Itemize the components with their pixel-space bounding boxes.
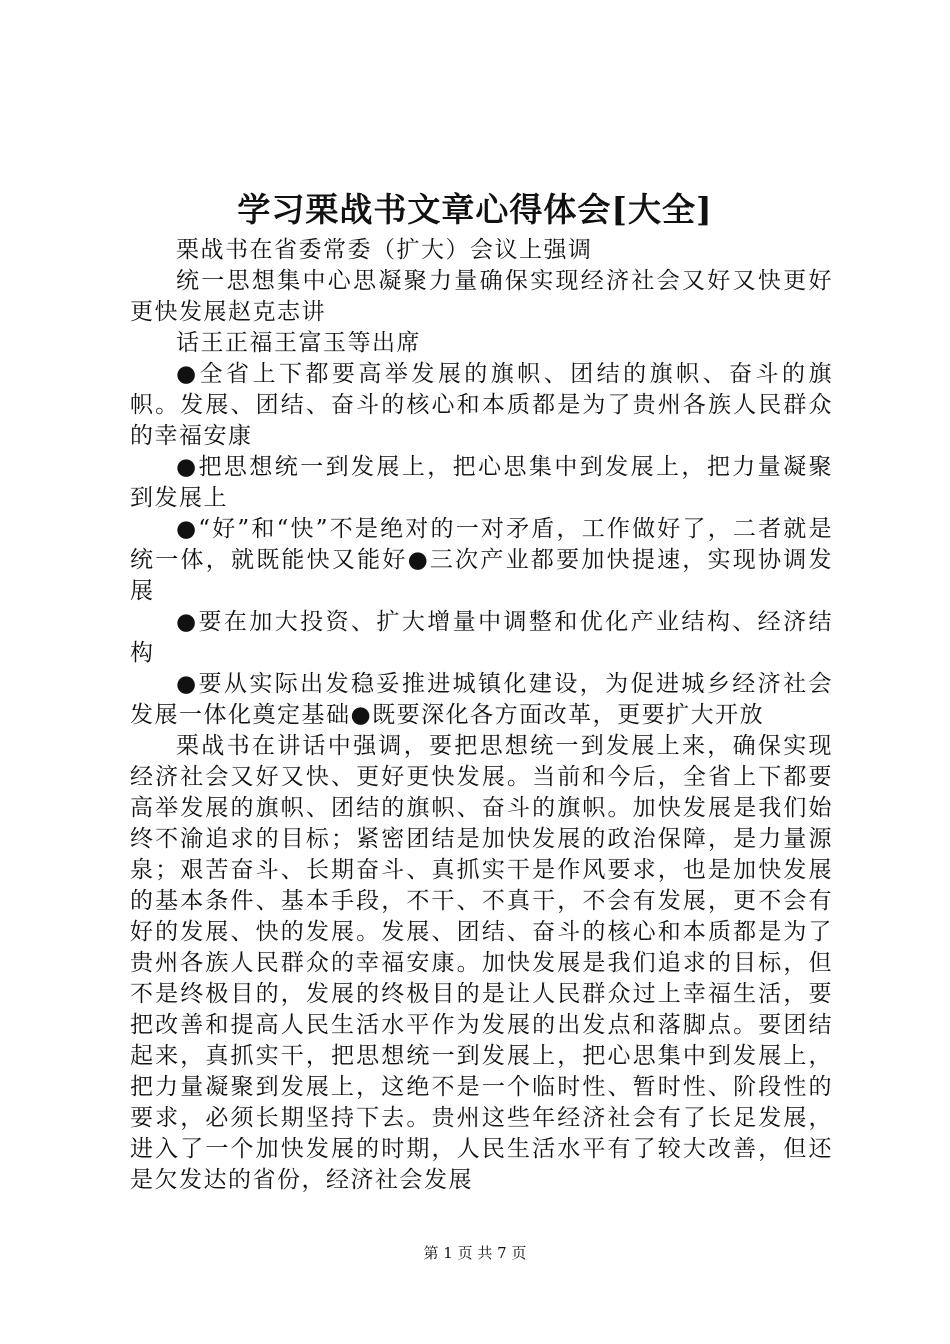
- paragraph: ●把思想统一到发展上，把心思集中到发展上，把力量凝聚到发展上: [130, 454, 833, 511]
- document-body: [130, 235, 833, 1196]
- page-footer: [0, 1243, 950, 1263]
- paragraph: ●要从实际出发稳妥推进城镇化建设，为促进城乡经济社会发展一体化奠定基础●既要深化各方面改革，更要扩大开放: [130, 671, 833, 728]
- paragraph: 栗战书在讲话中强调，要把思想统一到发展上来，确保实现经济社会又好又快、更好更快发展。当前和今后，全省上下都要高举发展的旗帜、团结的旗帜、奋斗的旗帜。加快发展是我们始终不渝追求的目标；紧密团结是加快发展的政治保障，是力量源泉；艰苦奋斗、长期奋斗、真抓实干是作风要求，也是加快发展的基本条件、基本手段，不干、不真干，不会有发展，更不会有好的发展、快的发展。发展、团结、奋斗的核心和本质都是为了贵州各族人民群众的幸福安康。加快发展是我们追求的目标，但不是终极目的，发展的终极目的是让人民群众过上幸福生活，要把改善和提高人民生活水平作为发展的出发点和落脚点。要团结起来，真抓实干，把思想统一到发展上，把心思集中到发展上，把力量凝聚到发展上，这绝不是一个临时性、暂时性、阶段性的要求，必须长期坚持下去。贵州这些年经济社会有了长足发展，进入了一个加快发展的时期，人民生活水平有了较大改善，但还是欠发达的省份，经济社会发展: [130, 733, 833, 1193]
- document-title: 学习栗战书文章心得体会[大全]: [237, 190, 713, 229]
- paragraph: 统一思想集中心思凝聚力量确保实现经济社会又好又快更好更快发展赵克志讲: [130, 268, 833, 325]
- paragraph: ●全省上下都要高举发展的旗帜、团结的旗帜、奋斗的旗帜。发展、团结、奋斗的核心和本质都是为了贵州各族人民群众的幸福安康: [130, 361, 833, 449]
- paragraph: ●要在加大投资、扩大增量中调整和优化产业结构、经济结构: [130, 609, 833, 666]
- page-number-label: 第 1 页 共 7 页: [423, 1244, 527, 1262]
- paragraph: ●“好”和“快”不是绝对的一对矛盾，工作做好了，二者就是统一体，就既能快又能好●三次产业都要加快提速，实现协调发展: [130, 516, 833, 604]
- paragraph: 栗战书在省委常委（扩大）会议上强调: [176, 237, 593, 263]
- paragraph: 话王正福王富玉等出席: [176, 330, 421, 356]
